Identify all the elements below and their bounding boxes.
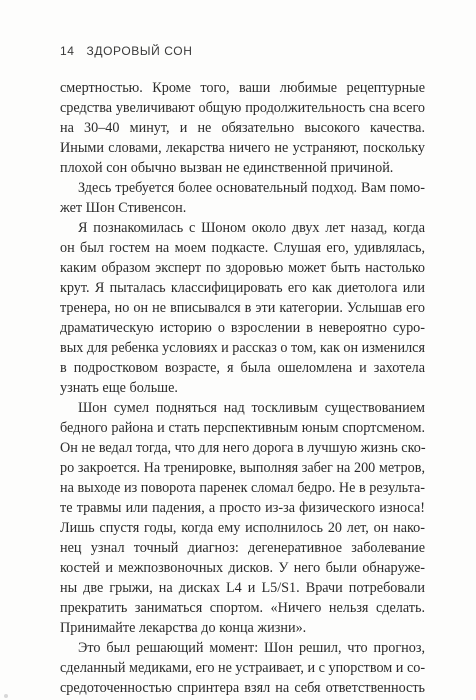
text-line: на выходе из поворота паренек сломал бедро. Не в результа-	[60, 480, 425, 496]
text-line: узнать еще больше.	[60, 380, 178, 396]
text-line: костей и межпозвоночных дисков. У него были обнаруже-	[60, 560, 425, 576]
text-line: жет Шон Стивенсон.	[60, 200, 187, 216]
text-line: ны две грыжи, на дисках L4 и L5/S1. Врачи потребовали	[60, 580, 425, 596]
text-line: драматическую историю о взрослении в невероятно суро-	[60, 320, 425, 336]
text-line: сделанный медиками, его не устраивает, и с упорством и со-	[60, 660, 426, 676]
paragraph-start-line: Это был решающий момент: Шон решил, что прогноз,	[78, 640, 425, 656]
text-line: средоточенностью спринтера взял на себя ответственность	[60, 680, 425, 696]
running-head	[60, 44, 192, 58]
text-line: Иными словами, лекарства ничего не устраняют, поскольку	[60, 140, 425, 156]
paragraph-start-line: Здесь требуется более основательный подход. Вам помо-	[78, 180, 425, 196]
text-line: каким образом эксперт по здоровью может быть настолько	[60, 260, 425, 276]
text-line: смертностью. Кроме того, ваши любимые рецептурные	[60, 80, 425, 96]
text-line: крут. Я пыталась классифицировать его как диетолога или	[60, 280, 425, 296]
text-line: в подростковом возрасте, я была ошеломлена и захотела	[60, 360, 425, 376]
text-line: на 30–40 минут, и не обязательно высокого качества.	[60, 120, 425, 136]
text-line: прекратить заниматься спортом. «Ничего нельзя сделать.	[60, 600, 425, 616]
scan-dust-mark	[4, 694, 8, 698]
text-line: бедного района и стать перспективным юным спортсменом.	[60, 420, 425, 436]
text-line: Он не ведал тогда, что для него дорога в лучшую жизнь ско-	[60, 440, 426, 456]
text-line: средства увеличивают общую продолжительность сна всего	[60, 100, 425, 116]
text-line: Принимайте лекарства до конца жизни».	[60, 620, 307, 636]
text-line: нец узнал точный диагноз: дегенеративное заболевание	[60, 540, 425, 556]
text-line: тренера, но он не вписывался в эти категории. Услышав его	[60, 300, 425, 316]
page-number: 14	[60, 44, 75, 58]
text-line: плохой сон обычно вызван не единственной причиной.	[60, 160, 394, 176]
paragraph-start-line: Шон сумел подняться над тоскливым существованием	[78, 400, 425, 416]
paragraph-start-line: Я познакомилась с Шоном около двух лет назад, когда	[78, 220, 425, 236]
text-line: Лишь спустя годы, когда ему исполнилось 20 лет, он нако-	[60, 520, 425, 536]
body-text	[60, 78, 425, 698]
text-line: он был гостем на моем подкасте. Слушая его, удивлялась,	[60, 240, 425, 256]
chapter-title: ЗДОРОВЫЙ СОН	[86, 44, 193, 58]
text-line: ро закроется. На тренировке, выполняя забег на 200 метров,	[60, 460, 425, 476]
text-line: те травмы или падения, а просто из-за физического износа!	[60, 500, 425, 516]
text-line: вых для ребенка условиях и рассказ о том, как он изменился	[60, 340, 425, 356]
